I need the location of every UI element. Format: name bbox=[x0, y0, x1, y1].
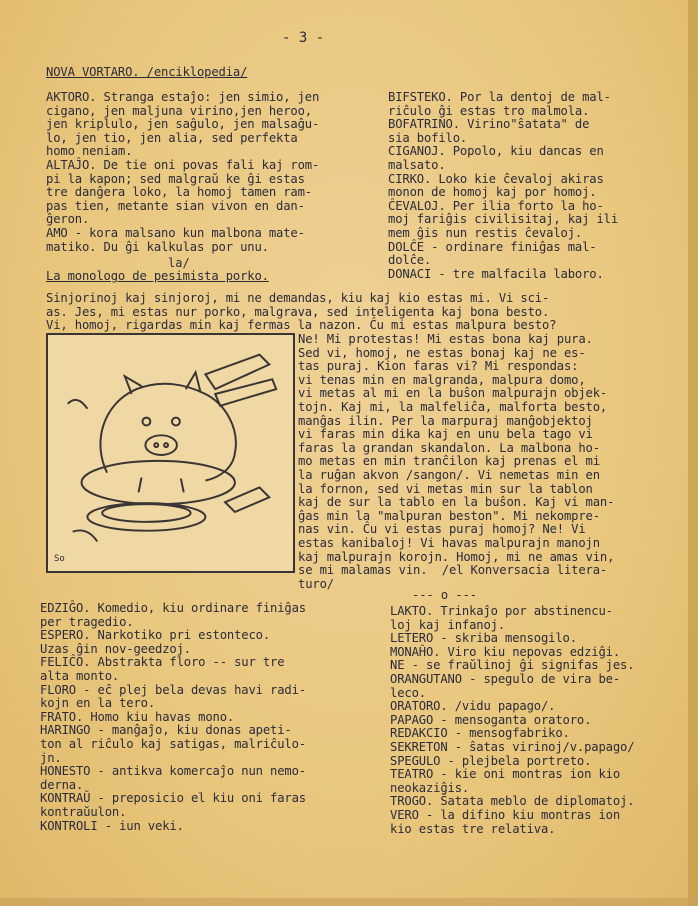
vortaro-heading: NOVA VORTARO. /enciklopedia/ bbox=[46, 65, 248, 79]
monologo-body: Ne! Mi protestas! Mi estas bona kaj pura. Sed vi, homoj, ne estas bonaj kaj ne es- tas puraj. Kion faras vi? Mi respondas: vi tenas min en malgranda, malpura domo, vi metas al mi en la buŝon malpurajn objek- tojn. Kaj mi, la malfeliĉa, malforta besto, manĝas ilin. Per la marpuraj manĝobjektoj vi faras min dika kaj en unu bela tago vi faras la grandan skandalon. La malbona ho- mo metas en min tranĉilon kaj prenas el mi la ruĝan akvon /sangon/. Vi nemetas min en la fornon, sed vi metas min sur la tablon kaj de sur la tablo en la buŝon. Kaj vi man- ĝas min la "malpuran beston". Mi nekompre- nas vin. Ĉu vi estas puraj homoj? Ne! Vi estas kanibaloj! Vi havas malpurajn manojn kaj malpurajn korojn. Homoj, mi ne amas vin, se mi malamas vin. /el Konversacia litera- turo/ bbox=[298, 332, 615, 591]
pig-on-plate-drawing bbox=[48, 335, 293, 571]
vortaro-left-column: AKTORO. Stranga estaĵo: jen simio, jen cigano, jen maljuna virino,jen heroo, jen kriplulo, jen saĝulo, jen malsaĝu- lo, jen tio, jen alia, sed perfekta homo neniam. ALTAĴO. De tie oni povas fali kaj rom- pi la kapon; sed malgraŭ ke ĝi estas tre danĝera loko, la homoj tamen ram- pas tien, metante sian vivon en dan- ĝeron. AMO - kora malsano kun malbona mate- matiko. Du ĝi kalkulas por unu. bbox=[46, 90, 320, 254]
page-edge-shadow bbox=[688, 0, 698, 906]
monologo-heading: La monologo de pesimista porko. bbox=[46, 269, 269, 283]
illustration-signature: So bbox=[54, 554, 65, 564]
page-number: - 3 - bbox=[282, 30, 325, 46]
vortaro2-right-column: LAKTO. Trinkaĵo por abstinencu- loj kaj infanoj. LETERO - skriba mensogilo. MONAĤO. Viro kiu nepovas edziĝi. NE - se fraŭlinoj ĝi signifas jes. ORANGUTANO - spegulo de vira be- leco. ORATORO. /vidu papago/. PAPAGO - mensoganta oratoro. REDAKCIO - mensogfabriko. SEKRETON - ŝatas virinoj/v.papago/ SPEGULO - plejbela portreto. TEATRO - kie oni montras ion kio neokaziĝis. TROGO. Ŝatata meblo de diplomatoj. VERO - la difino kiu montras ion kio estas tre relativa. bbox=[390, 604, 635, 836]
vortaro-right-column: BIFSTEKO. Por la dentoj de mal- riĉulo ĝi estas tro malmola. BOFATRINO. Virino"ŝatata" de sia bofilo. CIGANOJ. Popolo, kiu dancas en malsato. CIRKO. Loko kie ĉevaloj akiras monon de homoj kaj por homoj. ĈEVALOJ. Per ilia forto la ho- moj fariĝis civilisitaj, kaj ili mem ĝis nun restis ĉevaloj. DOLĈE - ordinare finiĝas mal- dolĉe. DONACI - tre malfacila laboro. bbox=[388, 90, 618, 281]
section-separator: --- o --- bbox=[412, 588, 478, 602]
vortaro2-left-column: EDZIĜO. Komedio, kiu ordinare finiĝas per tragedio. ESPERO. Narkotiko pri estonteco. Uzas ĝin nov-geedzoj. FELIĈO. Abstrakta floro -- sur tre alta monto. FLORO - eĉ plej bela devas havi radi- kojn en la tero. FRATO. Homo kiu havas mono. HARINGO - manĝaĵo, kiu donas apeti- ton al riĉulo kaj satigas, malriĉulo- jn. HONESTO - antikva komercaĵo nun nemo- derna. KONTRAŬ - preposicio el kiu oni faras kontraŭulon. KONTROLI - iun veki. bbox=[40, 601, 306, 833]
pig-illustration bbox=[46, 333, 295, 573]
la-mark: la/ bbox=[168, 256, 190, 270]
monologo-intro: Sinjorinoj kaj sinjoroj, mi ne demandas, kiu kaj kio estas mi. Vi sci- as. Jes, mi estas nur porko, malgrava, sed inteligenta kaj bona besto. Vi, homoj, rigardas min kaj fermas la nazon. Ĉu mi estas malpura besto? bbox=[46, 291, 557, 333]
page-bottom-edge bbox=[0, 898, 698, 906]
